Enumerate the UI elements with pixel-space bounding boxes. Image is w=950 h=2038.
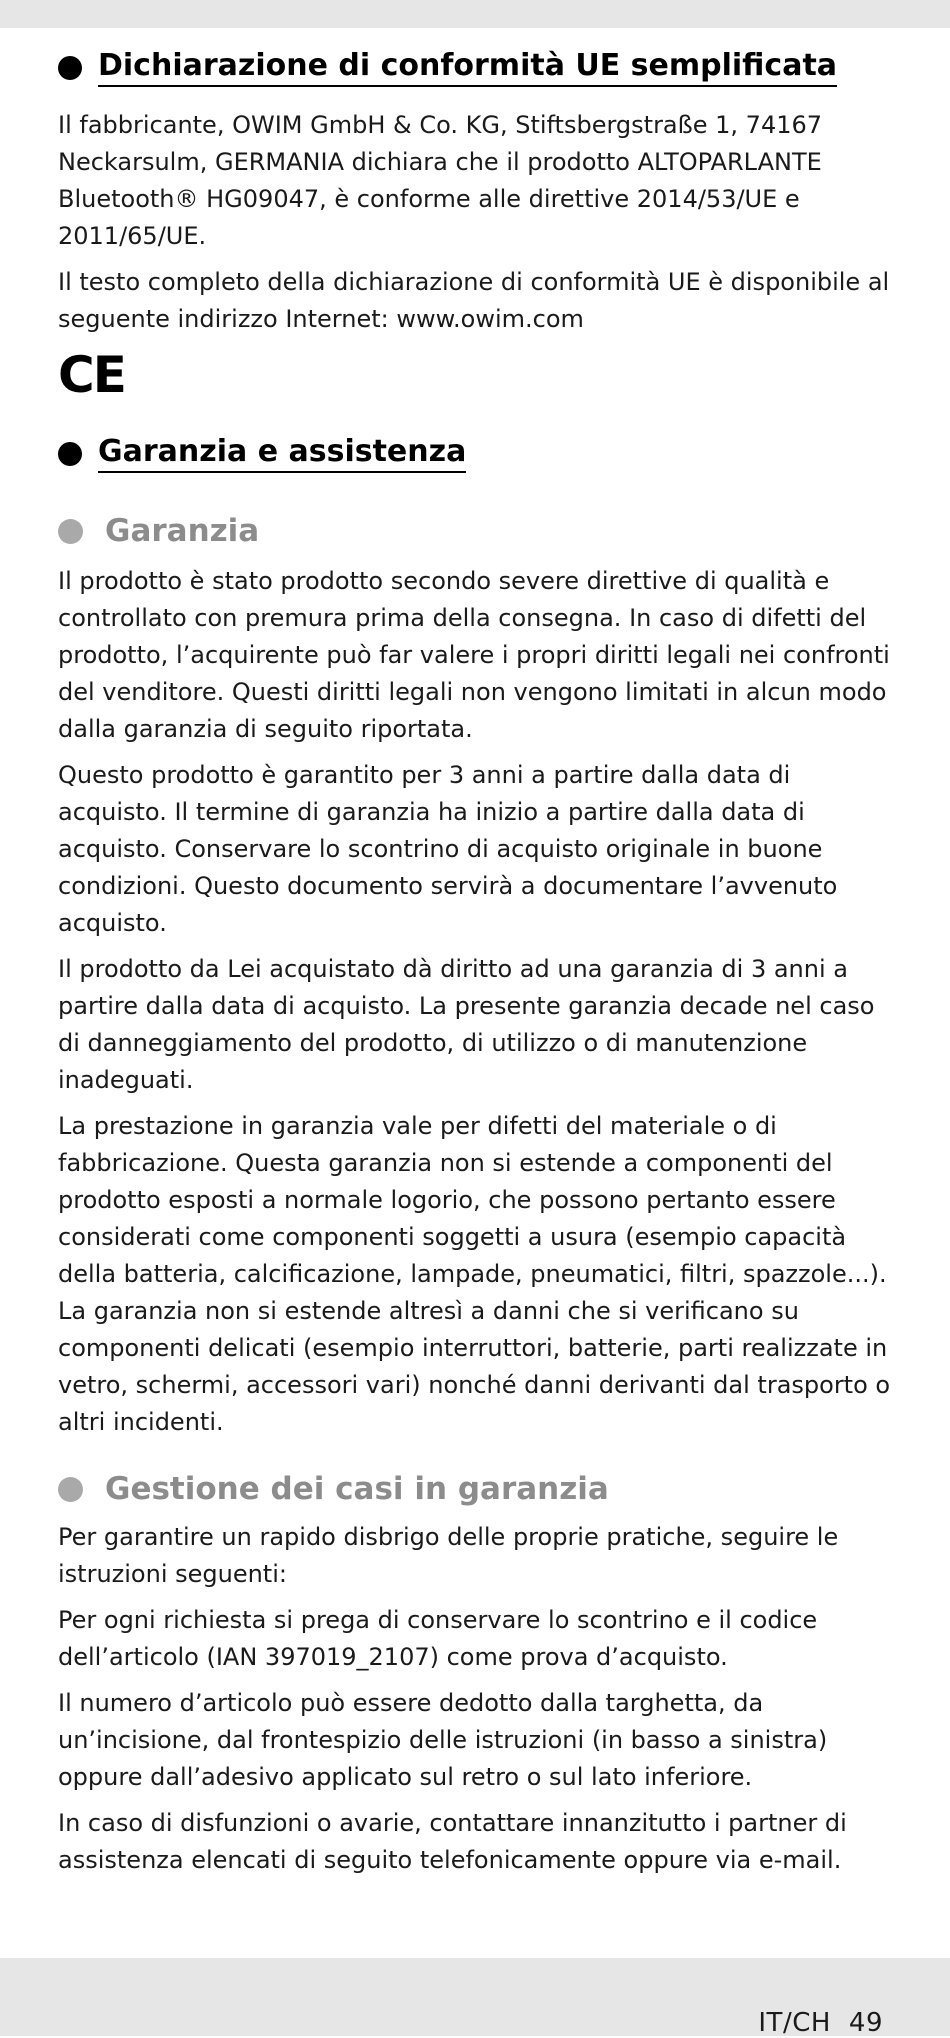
heading-claims bbox=[58, 1471, 898, 1507]
claims-paragraph-3: Il numero d’articolo può essere dedotto dalla targhetta, da un’incisione, dal frontespizio delle istruzioni (in basso a sinistra) oppure dall’adesivo applicato sul retro o sul lato inferiore. bbox=[58, 1689, 828, 1791]
warranty-paragraph-4: La prestazione in garanzia vale per difetti del materiale o di fabbricazione. Questa garanzia non si estende a componenti del prodotto esposti a normale logorio, che possono pertanto essere considerati come componenti soggetti a usura (esempio capacità della batteria, calcificazione, lampade, pneumatici, filtri, spazzole...). La garanzia non si estende altresì a danni che si verificano su componenti delicati (esempio interruttori, batterie, parti realizzate in vetro, schermi, accessori vari) nonché danni derivanti dal trasporto o altri incidenti. bbox=[58, 1112, 891, 1436]
bullet-icon bbox=[58, 1477, 83, 1502]
bullet-icon bbox=[58, 56, 82, 80]
footer-locale: IT/CH bbox=[758, 2008, 831, 2038]
heading-claims-text: Gestione dei casi in garanzia bbox=[105, 1471, 609, 1507]
heading-warranty-text: Garanzia bbox=[105, 513, 260, 549]
heading-declaration-text: Dichiarazione di conformità UE semplificata bbox=[98, 48, 837, 87]
heading-warranty-service bbox=[58, 434, 898, 473]
footer bbox=[758, 2008, 883, 2038]
page-content bbox=[58, 48, 898, 1879]
bullet-icon bbox=[58, 519, 83, 544]
page-number: 49 bbox=[848, 2008, 883, 2038]
declaration-paragraph-1: Il fabbricante, OWIM GmbH & Co. KG, Stiftsbergstraße 1, 74167 Neckarsulm, GERMANIA dichiara che il prodotto ALTOPARLANTE Bluetooth® HG09047, è conforme alle direttive 2014/53/UE e 2011/65/UE. bbox=[58, 111, 823, 250]
warranty-paragraph-1: Il prodotto è stato prodotto secondo severe direttive di qualità e controllato con premura prima della consegna. In caso di difetti del prodotto, l’acquirente può far valere i propri diritti legali nei confronti del venditore. Questi diritti legali non vengono limitati in alcun modo dalla garanzia di seguito riportata. bbox=[58, 567, 890, 743]
top-band bbox=[0, 0, 950, 28]
declaration-paragraph-2: Il testo completo della dichiarazione di conformità UE è disponibile al seguente indirizzo Internet: www.owim.com bbox=[58, 268, 890, 333]
heading-warranty bbox=[58, 513, 898, 549]
bullet-icon bbox=[58, 442, 82, 466]
claims-paragraph-1: Per garantire un rapido disbrigo delle proprie pratiche, seguire le istruzioni seguenti: bbox=[58, 1523, 839, 1588]
heading-warranty-service-text: Garanzia e assistenza bbox=[98, 434, 466, 473]
claims-paragraph-2: Per ogni richiesta si prega di conservare lo scontrino e il codice dell’articolo (IAN 397019_2107) come prova d’acquisto. bbox=[58, 1606, 818, 1671]
warranty-paragraph-3: Il prodotto da Lei acquistato dà diritto ad una garanzia di 3 anni a partire dalla data di acquisto. La presente garanzia decade nel caso di danneggiamento del prodotto, di utilizzo o di manutenzione inadeguati. bbox=[58, 955, 875, 1094]
ce-mark-icon: CE bbox=[58, 346, 125, 404]
heading-declaration bbox=[58, 48, 898, 87]
claims-paragraph-4: In caso di disfunzioni o avarie, contattare innanzitutto i partner di assistenza elencati di seguito telefonicamente oppure via e-mail. bbox=[58, 1809, 847, 1874]
warranty-paragraph-2: Questo prodotto è garantito per 3 anni a partire dalla data di acquisto. Il termine di garanzia ha inizio a partire dalla data di acquisto. Conservare lo scontrino di acquisto originale in buone condizioni. Questo documento servirà a documentare l’avvenuto acquisto. bbox=[58, 761, 838, 937]
